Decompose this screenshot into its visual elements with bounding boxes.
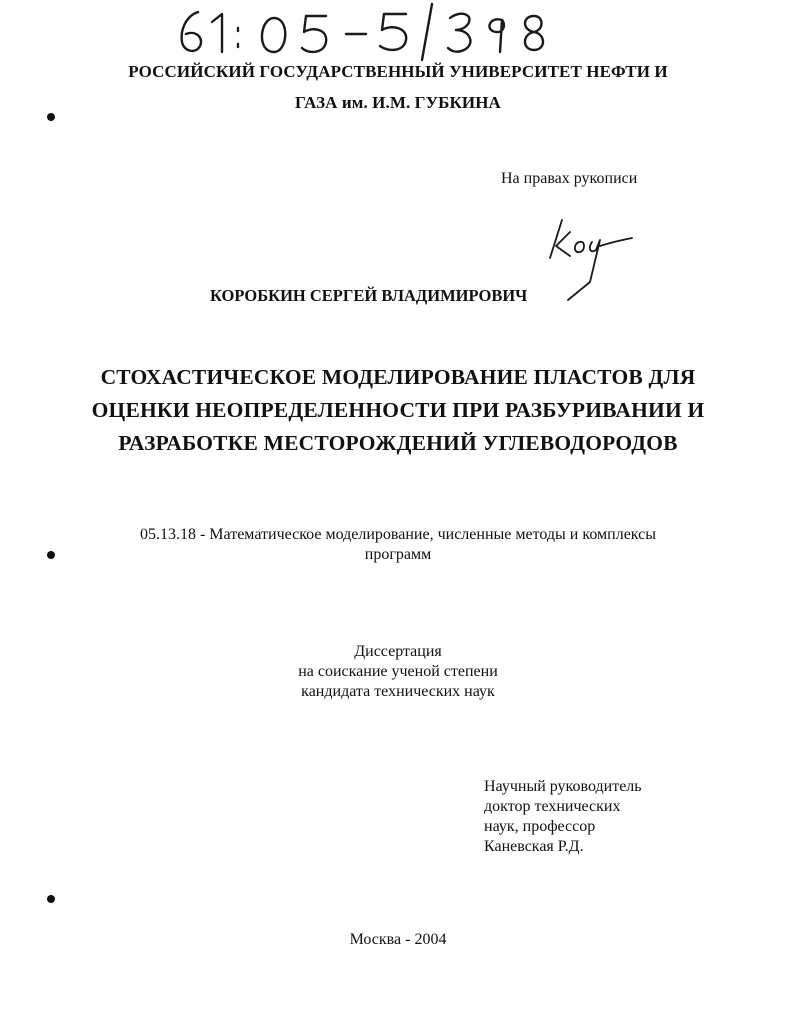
city-and-year: Москва - 2004 — [349, 931, 447, 948]
punch-mark-icon — [44, 892, 58, 906]
dissertation-title-line-1: СТОХАСТИЧЕСКОЕ МОДЕЛИРОВАНИЕ ПЛАСТОВ ДЛЯ — [100, 365, 696, 389]
dissertation-title-line-3: РАЗРАБОТКЕ МЕСТОРОЖДЕНИЙ УГЛЕВОДОРОДОВ — [118, 431, 678, 455]
dissertation-type — [0, 642, 796, 702]
author-name: КОРОБКИН СЕРГЕЙ ВЛАДИМИРОВИЧ — [210, 286, 528, 305]
punch-mark-icon — [44, 110, 58, 124]
university-name-line-2: ГАЗА им. И.М. ГУБКИНА — [295, 93, 501, 112]
advisor-line-4: Каневская Р.Д. — [484, 838, 584, 855]
handwriting-icon — [150, 0, 570, 62]
specialty-line-2: программ — [364, 546, 432, 563]
manuscript-rights-note: На правах рукописи — [501, 170, 638, 187]
dissertation-line-2: на соискание ученой степени — [298, 663, 498, 680]
specialty-line-1: 05.13.18 - Математическое моделирование, численные методы и комплексы — [139, 526, 657, 543]
dissertation-title-line-2: ОЦЕНКИ НЕОПРЕДЕЛЕННОСТИ ПРИ РАЗБУРИВАНИИ И — [91, 398, 705, 422]
dissertation-line-3: кандидата технических наук — [301, 683, 495, 700]
handwritten-archive-number — [150, 0, 570, 62]
advisor-line-3: наук, профессор — [484, 818, 596, 835]
advisor-line-1: Научный руководитель — [484, 778, 642, 795]
signature-icon — [540, 212, 640, 302]
university-name-line-1: РОССИЙСКИЙ ГОСУДАРСТВЕННЫЙ УНИВЕРСИТЕТ НЕФТИ И — [128, 62, 668, 81]
dissertation-line-1: Диссертация — [354, 643, 442, 660]
advisor-line-2: доктор технических — [484, 798, 621, 815]
scientific-advisor — [484, 777, 642, 857]
